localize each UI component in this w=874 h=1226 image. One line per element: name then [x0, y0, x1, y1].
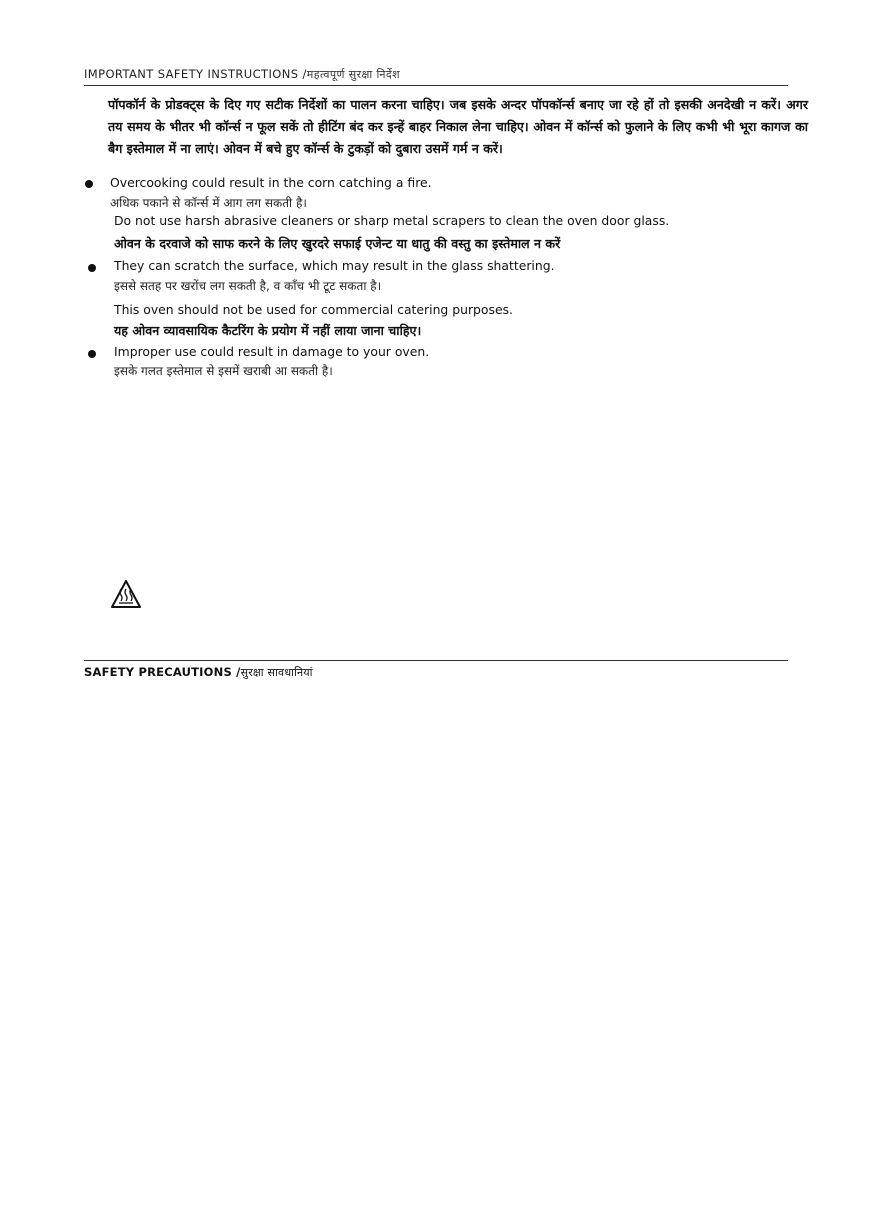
section-title-english: IMPORTANT SAFETY INSTRUCTIONS: [84, 67, 299, 81]
item-1-hindi: अधिक पकाने से कॉर्न्स में आग लग सकती है।: [110, 196, 307, 210]
item-5-hindi: इसके गलत इस्तेमाल से इसमें खराबी आ सकती है।: [114, 364, 333, 378]
safety-precautions-title: [84, 665, 313, 680]
section-title-hindi: महत्वपूर्ण सुरक्षा निर्देश: [306, 68, 400, 81]
section-header: [84, 67, 788, 86]
intro-paragraph: पॉपकॉर्न के प्रोडक्ट्स के दिए गए सटीक निर्देशों का पालन करना चाहिए। जब इसके अन्दर पॉपकॉर्न्स बनाए जा रहे हों तो इसकी अनदेखी न करें। अगर तय समय के भीतर भी कॉर्न्स न फूल सकें तो हीटिंग बंद कर इन्हें बाहर निकाल लेना चाहिए। ओवन में कॉर्न्स को फुलाने के लिए कभी भी भूरा कागज का बैग इस्तेमाल में ना लाएं। ओवन में बचे हुए कॉर्न्स के टुकड़ों को दुबारा उसमें गर्म न करें।: [108, 97, 808, 156]
item-4-hindi: यह ओवन व्यावसायिक कैटरिंग के प्रयोग में नहीं लाया जाना चाहिए।: [114, 323, 422, 338]
bullet-point: [85, 180, 93, 188]
item-4-english: This oven should not be used for commercial catering purposes.: [114, 302, 513, 317]
item-3-hindi: इससे सतह पर खरोंच लग सकती है, व काँच भी टूट सकता है।: [114, 279, 382, 293]
hot-surface-warning-icon: [110, 579, 142, 609]
bullet-point: [88, 264, 96, 272]
safety-precautions-title-english: SAFETY PRECAUTIONS: [84, 665, 232, 679]
item-1-english: Overcooking could result in the corn catching a fire.: [110, 175, 432, 190]
safety-precautions-title-separator: /: [231, 665, 241, 679]
section-title: [84, 67, 400, 82]
item-3-english: They can scratch the surface, which may result in the glass shattering.: [114, 258, 555, 273]
safety-precautions-title-hindi: सुरक्षा सावधानियां: [240, 666, 313, 679]
section-title-separator: /: [298, 67, 307, 81]
section-footer: [84, 660, 788, 679]
bullet-point: [88, 350, 96, 358]
item-2-english: Do not use harsh abrasive cleaners or sharp metal scrapers to clean the oven door glass.: [114, 213, 670, 228]
item-2-hindi: ओवन के दरवाजे को साफ करने के लिए खुरदरे सफाई एजेन्ट या धातु की वस्तु का इस्तेमाल न करें: [114, 236, 561, 251]
item-5-english: Improper use could result in damage to your oven.: [114, 344, 430, 359]
